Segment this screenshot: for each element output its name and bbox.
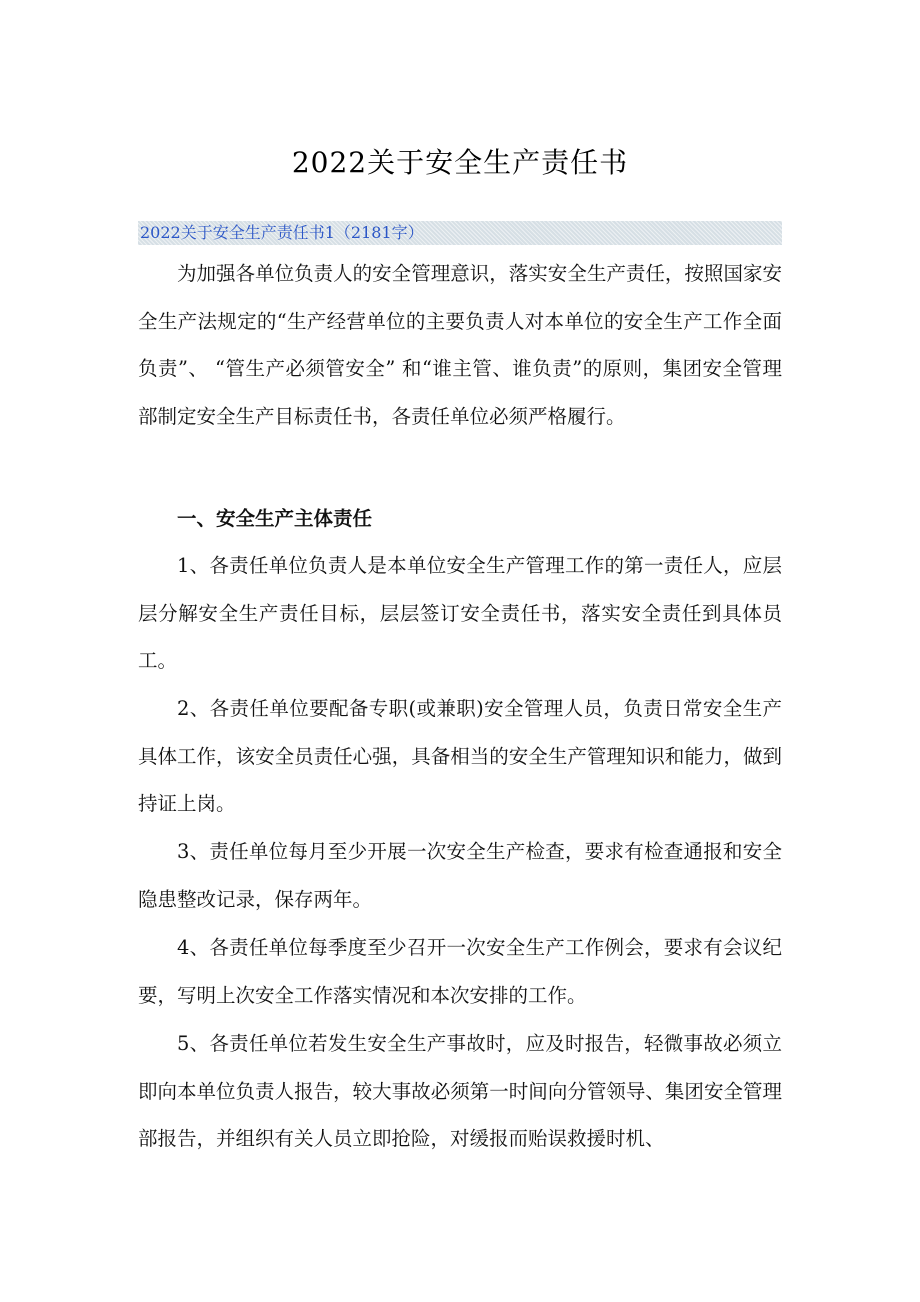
list-item: 1、各责任单位负责人是本单位安全生产管理工作的第一责任人，应层层分解安全生产责任目标，层层签订安全责任书，落实安全责任到具体员工。 [138,554,782,672]
list-item: 3、责任单位每月至少开展一次安全生产检查，要求有检查通报和安全隐患整改记录，保存两年。 [138,840,782,911]
section-heading: 2022关于安全生产责任书1（2181字） [140,223,424,242]
list-item: 5、各责任单位若发生安全生产事故时，应及时报告，轻微事故必须立即向本单位负责人报告，较大事故必须第一时间向分管领导、集团安全管理部报告，并组织有关人员立即抢险，对缓报而贻误救援时机、 [138,1032,782,1150]
list-item: 2、各责任单位要配备专职(或兼职)安全管理人员，负责日常安全生产具体工作，该安全员责任心强，具备相当的安全生产管理知识和能力，做到持证上岗。 [138,697,782,815]
list-item: 4、各责任单位每季度至少召开一次安全生产工作例会，要求有会议纪要，写明上次安全工作落实情况和本次安排的工作。 [138,936,782,1007]
document-title: 2022关于安全生产责任书 [291,146,629,179]
intro-paragraph: 为加强各单位负责人的安全管理意识，落实安全生产责任，按照国家安全生产法规定的“生产经营单位的主要负责人对本单位的安全生产工作全面负责”、 “管生产必须管安全” 和“谁主管、谁负责”的原则，集团安全管理部制定安全生产目标责任书，各责任单位必须严格履行。 [138,262,782,428]
part-heading: 一、安全生产主体责任 [177,507,373,530]
